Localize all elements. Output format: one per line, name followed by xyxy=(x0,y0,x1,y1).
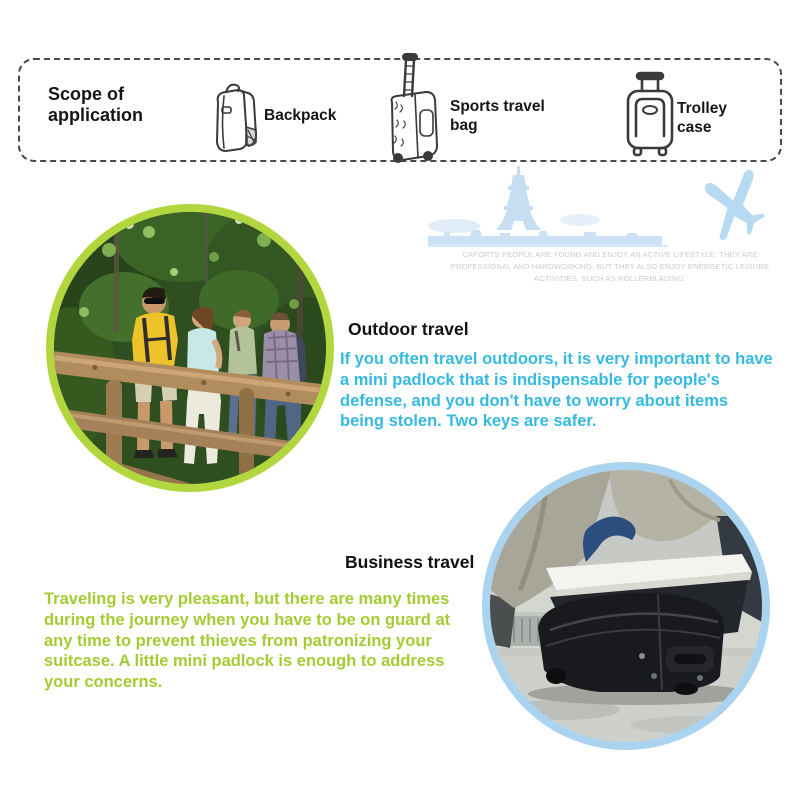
backpack-icon xyxy=(202,80,266,163)
watermark-caption: CAPORTS PEOPLE ARE YOUNG AND ENJOY AN ACTIVE LIFESTYLE. THEY ARE PROFESSIONAL AND HARDWORKING, BUT THEY ALSO ENJOY ENERGETIC LEISURE ACTIVITIES, SUCH AS ROLLERBLADING. xyxy=(450,250,770,283)
sports-travel-bag-label: Sports travel bag xyxy=(450,98,545,134)
outdoor-travel-heading: Outdoor travel xyxy=(348,319,469,339)
business-travel-paragraph: Traveling is very pleasant, but there are many times during the journey when you have to be on guard at any time to prevent thieves from patronizing your suitcase. A little mini padlock is enough to address your concerns. xyxy=(44,590,451,692)
backpack-label: Backpack xyxy=(264,107,337,124)
sports-travel-bag-icon xyxy=(382,52,446,171)
business-travel-heading: Business travel xyxy=(345,552,475,572)
trolley-case-label: Trolley case xyxy=(677,100,727,136)
trolley-case-icon xyxy=(620,70,680,163)
outdoor-travel-photo xyxy=(46,204,334,492)
business-travel-photo xyxy=(482,462,770,750)
eiffel-tower-skyline-watermark xyxy=(428,166,720,259)
scope-title: Scope of application xyxy=(48,84,144,126)
outdoor-travel-paragraph: If you often travel outdoors, it is very important to have a mini padlock that is indispensable for people's defense, and you don't have to worry about items being stolen. Two keys are safer. xyxy=(340,350,773,431)
